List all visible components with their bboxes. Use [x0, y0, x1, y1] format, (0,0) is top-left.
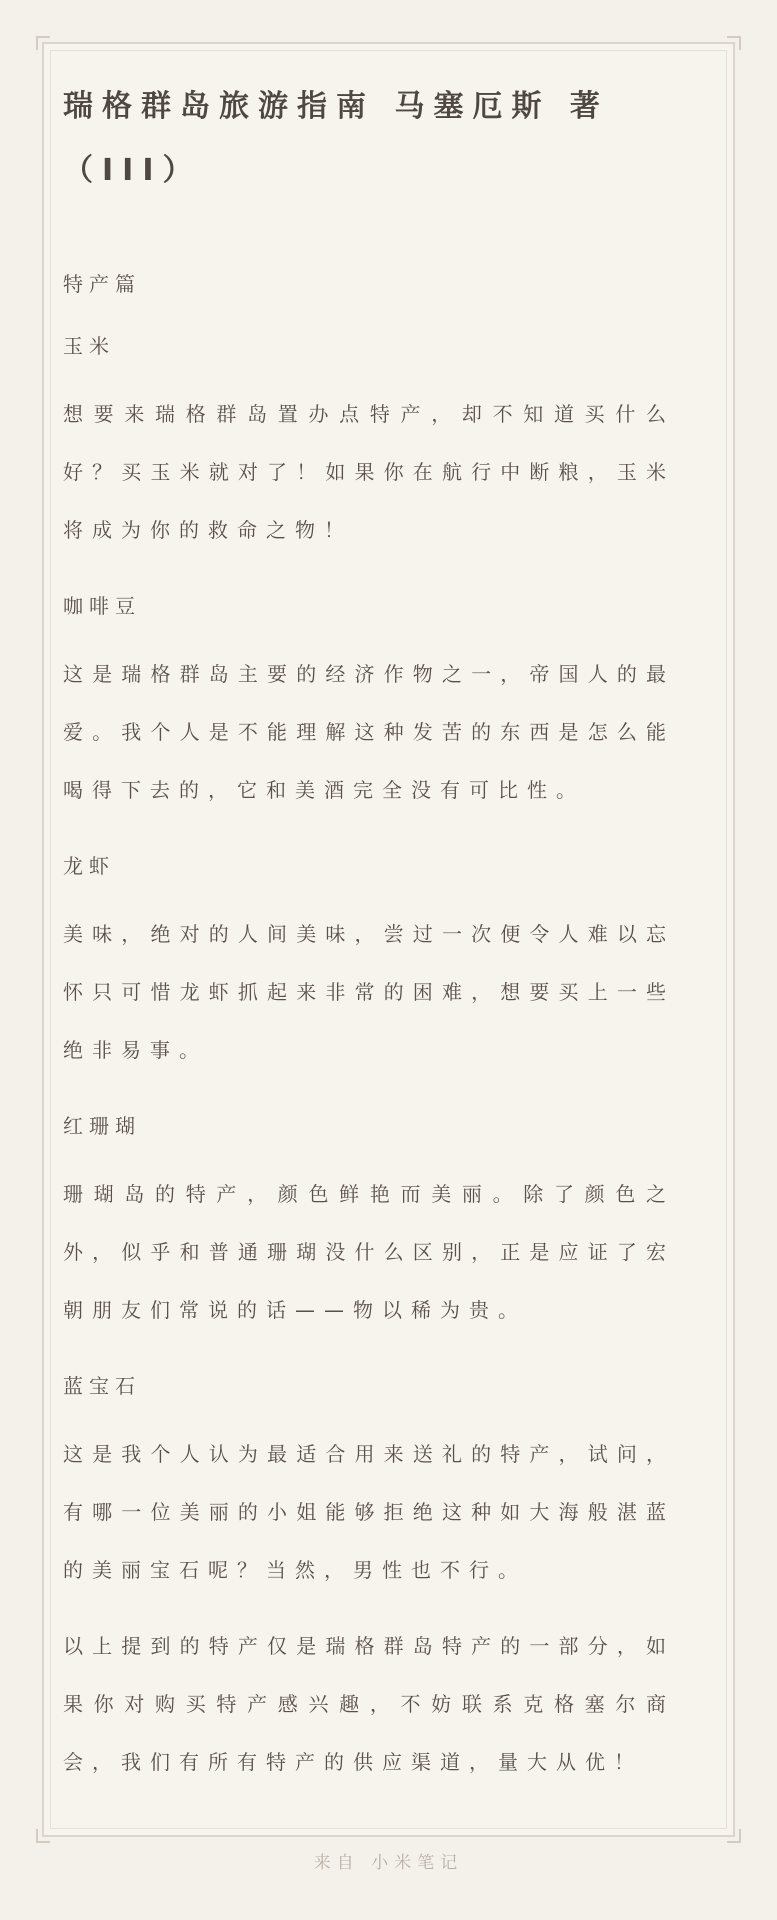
item-name: 龙虾 [63, 854, 115, 878]
list-item [63, 851, 675, 1079]
note-title-main: 瑞格群岛旅游指南 马塞厄斯 著 [63, 89, 609, 124]
item-description: 这是瑞格群岛主要的经济作物之一，帝国人的最爱。我个人是不能理解这种发苦的东西是怎么能喝得下去的，它和美酒完全没有可比性。 [63, 662, 675, 802]
corner-ornament [36, 1829, 50, 1843]
note-title-volume: （III） [63, 153, 202, 188]
list-item [63, 331, 675, 559]
section-heading: 特产篇 [63, 272, 141, 296]
item-name: 咖啡豆 [63, 594, 141, 618]
item-description: 这是我个人认为最适合用来送礼的特产，试问，有哪一位美丽的小姐能够拒绝这种如大海般湛蓝的美丽宝石呢？当然，男性也不行。 [63, 1442, 675, 1582]
item-description: 珊瑚岛的特产，颜色鲜艳而美丽。除了颜色之外，似乎和普通珊瑚没什么区别，正是应证了宏朝朋友们常说的话——物以稀为贵。 [63, 1182, 675, 1322]
item-name: 蓝宝石 [63, 1374, 141, 1398]
list-item [63, 1371, 675, 1599]
note-content [63, 75, 675, 1791]
list-item [63, 1111, 675, 1339]
item-description: 美味，绝对的人间美味，尝过一次便令人难以忘怀只可惜龙虾抓起来非常的困难，想要买上一些绝非易事。 [63, 922, 675, 1062]
closing-paragraph: 以上提到的特产仅是瑞格群岛特产的一部分，如果你对购买特产感兴趣，不妨联系克格塞尔商会，我们有所有特产的供应渠道，量大从优！ [63, 1634, 675, 1774]
item-name: 红珊瑚 [63, 1114, 141, 1138]
item-description: 想要来瑞格群岛置办点特产，却不知道买什么好？买玉米就对了！如果你在航行中断粮，玉米将成为你的救命之物！ [63, 402, 675, 542]
list-item [63, 591, 675, 819]
note-title [63, 75, 675, 203]
source-footer: 来自 小米笔记 [313, 1853, 464, 1873]
corner-ornament [727, 1829, 741, 1843]
corner-ornament [36, 36, 50, 50]
corner-ornament [727, 36, 741, 50]
item-name: 玉米 [63, 334, 115, 358]
